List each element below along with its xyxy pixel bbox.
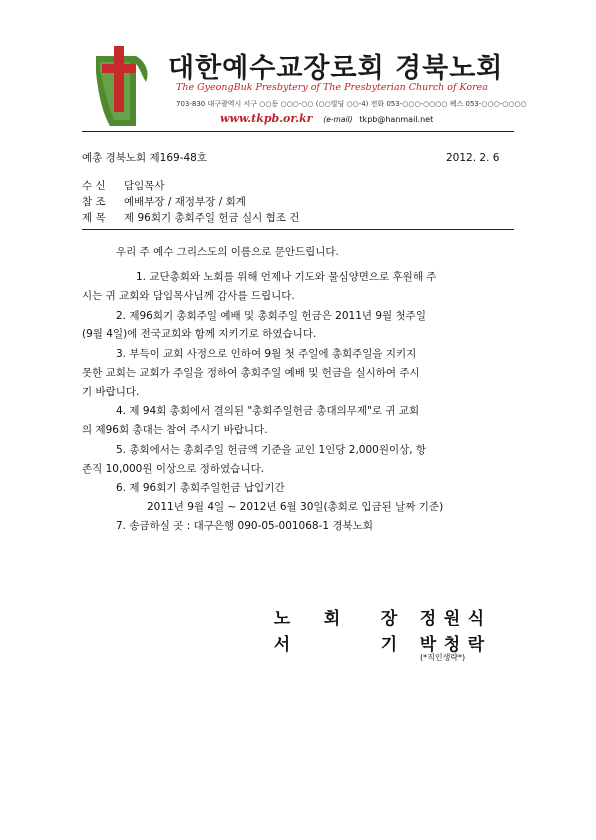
president-title-char: 노	[273, 609, 291, 629]
president-title-char: 회	[323, 609, 341, 629]
website-link[interactable]: www.tkpb.or.kr	[220, 112, 313, 125]
president-name-char: 원	[443, 609, 461, 629]
president-signature	[262, 604, 488, 629]
body-line: 2011년 9월 4일 ~ 2012년 6월 30일(총회로 입금된 날짜 기준)	[147, 501, 444, 513]
clerk-title-char: 기	[380, 635, 398, 655]
president-name-char: 식	[467, 609, 485, 629]
subject-divider	[82, 229, 514, 230]
body-line: 2. 제96회기 총회주일 예배 및 총회주일 헌금은 2011년 9월 첫주일	[116, 310, 426, 322]
body-line: 의 제96회 총대는 참여 주시기 바랍니다.	[82, 424, 268, 436]
header-divider	[82, 131, 514, 132]
body-line: 못한 교회는 교회가 주일을 정하여 총회주일 예배 및 헌금을 실시하여 주시	[82, 367, 420, 379]
body-line: 기 바랍니다.	[82, 386, 140, 398]
clerk-name-char: 청	[443, 635, 461, 655]
presbytery-logo-icon	[90, 42, 154, 126]
email-link[interactable]: tkpb@hanmail.net	[359, 115, 434, 124]
body-line: 3. 부득이 교회 사정으로 인하여 9월 첫 주일에 총회주일을 지키지	[116, 348, 417, 360]
president-title-char: 장	[380, 609, 398, 629]
clerk-title-char: 서	[273, 635, 291, 655]
organization-english-name: The GyeongBuk Presbytery of The Presbyterian Church of Korea	[176, 82, 488, 93]
body-line: 4. 제 94회 총회에서 결의된 "총회주일헌금 총대의무제"로 귀 교회	[116, 405, 420, 417]
reference-value: 예배부장 / 재정부장 / 회계	[124, 196, 246, 208]
clerk-name-char: 락	[467, 635, 485, 655]
recipient-label: 수 신	[82, 180, 106, 192]
body-line: 존직 10,000원 이상으로 정하였습니다.	[82, 463, 264, 475]
body-line: 7. 송금하실 곳 : 대구은행 090-05-001068-1 경북노회	[116, 520, 373, 532]
body-line: 5. 총회에서는 총회주일 헌금액 기준을 교인 1인당 2,000원이상, 항	[116, 444, 427, 456]
body-line: (9월 4일)에 전국교회와 함께 지키기로 하였습니다.	[82, 328, 317, 340]
clerk-name-char: 박	[419, 635, 437, 655]
body-line: 1. 교단총회와 노회를 위해 언제나 기도와 물심양면으로 후원해 주	[136, 271, 437, 283]
recipient-value: 담임목사	[124, 180, 165, 192]
seal-omitted-note: (*직인생략*)	[420, 653, 466, 662]
president-name-char: 정	[419, 609, 437, 629]
reference-label: 참 조	[82, 196, 106, 208]
subject-label: 제 목	[82, 212, 106, 224]
document-date: 2012. 2. 6	[446, 152, 500, 164]
subject-value: 제 96회기 총회주일 헌금 실시 협조 건	[124, 212, 300, 224]
organization-address: 703-830 대구광역시 서구 ○○동 ○○○-○○ (○○빌딩 ○○-4) 전화 053-○○○-○○○○ 팩스 053-○○○-○○○○	[176, 100, 527, 108]
email-label: (e-mail)	[323, 115, 353, 124]
organization-contact	[220, 112, 433, 125]
organization-name: 대한예수교장로회 경북노회	[168, 53, 504, 84]
greeting: 우리 주 예수 그리스도의 이름으로 문안드립니다.	[116, 246, 339, 258]
document-number: 예총 경북노회 제169-48호	[82, 152, 208, 164]
body-line: 시는 귀 교회와 담임목사님께 감사를 드립니다.	[82, 290, 295, 302]
body-line: 6. 제 96회기 총회주일헌금 납입기간	[116, 482, 285, 494]
